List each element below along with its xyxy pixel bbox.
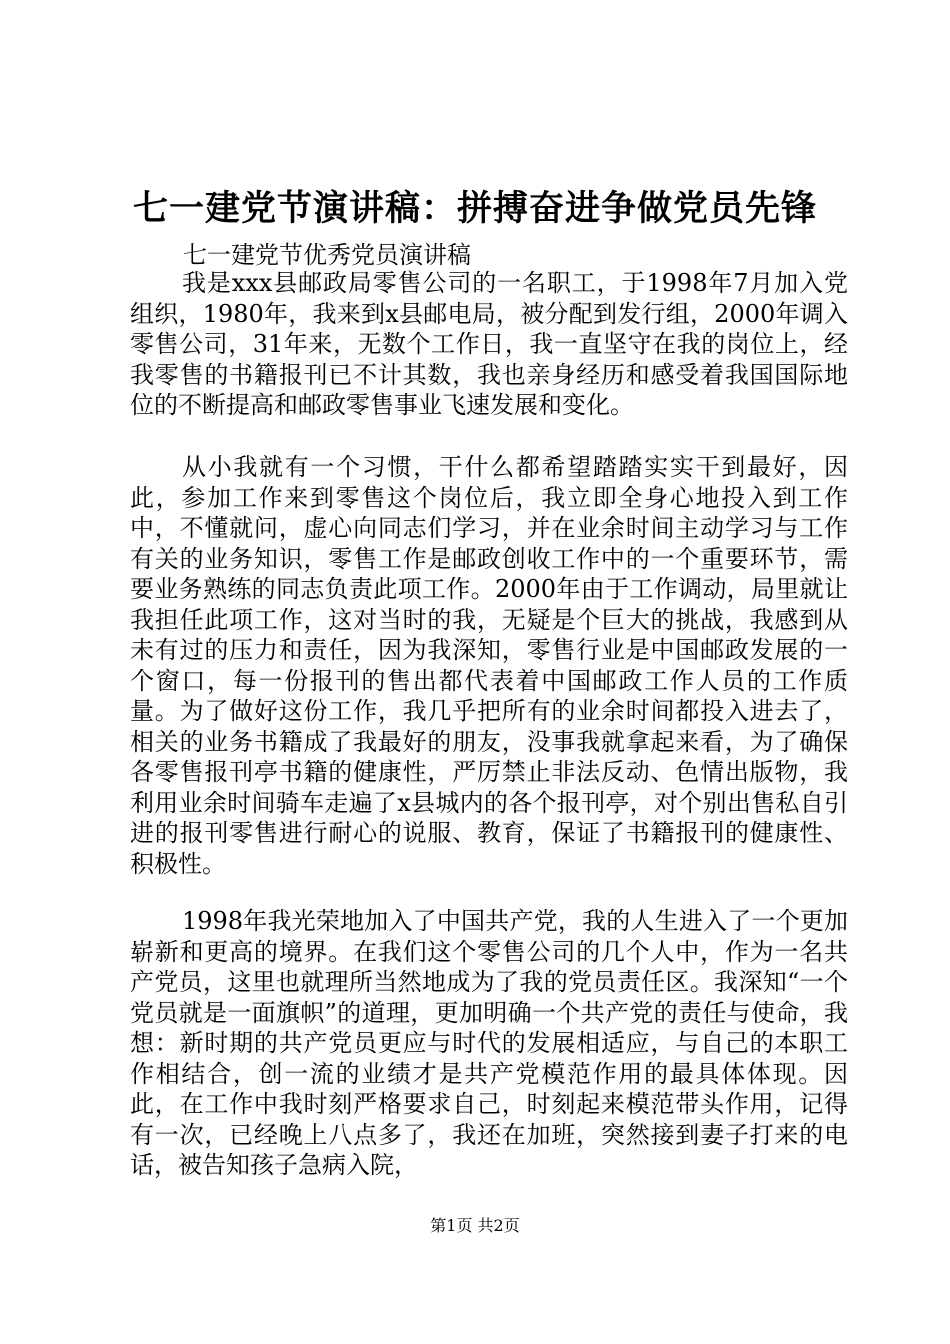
- document-subtitle: 七一建党节优秀党员演讲稿: [183, 241, 471, 269]
- page-number-footer: 第1页 共2页: [430, 1216, 520, 1235]
- body-paragraph-3: 1998年我光荣地加入了中国共产党，我的人生进入了一个更加崭新和更高的境界。在我们这个零售公司的几个人中，作为一名共产党员，这里也就理所当然地成为了我的党员责任区。我深知“一个党员就是一面旗帜”的道理，更加明确一个共产党的责任与使命，我想：新时期的共产党员更应与时代的发展相适应，与自己的本职工作相结合，创一流的业绩才是共产党模范作用的最具体体现。因此，在工作中我时刻严格要求自己，时刻起来模范带头作用，记得有一次，已经晚上八点多了，我还在加班，突然接到妻子打来的电话，被告知孩子急病入院，: [130, 907, 848, 1179]
- document-title: 七一建党节演讲稿：拼搏奋进争做党员先锋: [132, 188, 817, 229]
- body-paragraph-2: 从小我就有一个习惯，干什么都希望踏踏实实干到最好，因此，参加工作来到零售这个岗位后，我立即全身心地投入到工作中，不懂就问，虚心向同志们学习，并在业余时间主动学习与工作有关的业务知识，零售工作是邮政创收工作中的一个重要环节，需要业务熟练的同志负责此项工作。2000年由于工作调动，局里就让我担任此项工作，这对当时的我，无疑是个巨大的挑战，我感到从未有过的压力和责任，因为我深知，零售行业是中国邮政发展的一个窗口，每一份报刊的售出都代表着中国邮政工作人员的工作质量。为了做好这份工作，我几乎把所有的业余时间都投入进去了，相关的业务书籍成了我最好的朋友，没事我就拿起来看，为了确保各零售报刊亭书籍的健康性，严厉禁止非法反动、色情出版物，我利用业余时间骑车走遍了x县城内的各个报刊亭，对个别出售私自引进的报刊零售进行耐心的说服、教育，保证了书籍报刊的健康性、积极性。: [130, 453, 848, 878]
- body-paragraph-1: 我是xxx县邮政局零售公司的一名职工，于1998年7月加入党组织，1980年，我来到x县邮电局，被分配到发行组，2000年调入零售公司，31年来，无数个工作日，我一直坚守在我的岗位上，经我零售的书籍报刊已不计其数，我也亲身经历和感受着我国国际地位的不断提高和邮政零售事业飞速发展和变化。: [130, 269, 848, 419]
